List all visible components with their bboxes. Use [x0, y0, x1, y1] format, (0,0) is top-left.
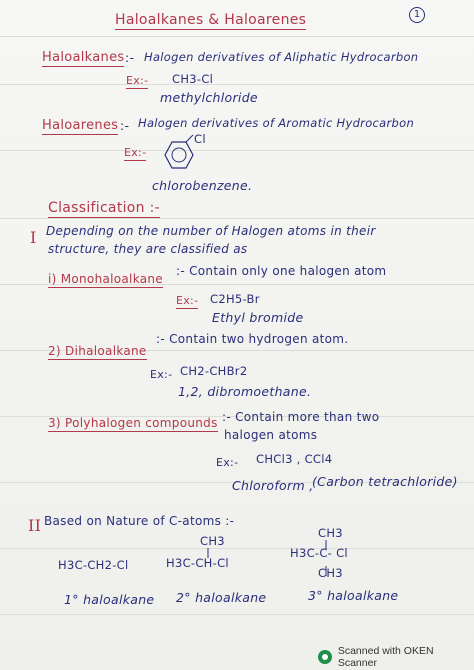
polyhalogen-desc2: halogen atoms — [224, 428, 318, 442]
dihaloalkane-formula: CH2-CHBr2 — [180, 364, 248, 378]
monohaloalkane-formula: C2H5-Br — [210, 292, 260, 306]
section-1-numeral: I — [30, 228, 37, 247]
haloalkanes-sep: :- — [125, 50, 135, 65]
dihaloalkane-ex-label: Ex:- — [150, 368, 173, 381]
polyhalogen-formula: CHCl3 , CCl4 — [256, 452, 333, 466]
primary-haloalkane-label: 1° haloalkane — [64, 592, 155, 607]
scanner-logo-icon — [318, 650, 332, 664]
haloarenes-definition: Halogen derivatives of Aromatic Hydrocarbon — [138, 116, 415, 130]
section-2-heading: Based on Nature of C-atoms :- — [44, 514, 235, 528]
tertiary-branch-top: CH3 — [318, 526, 343, 540]
tertiary-haloalkane-label: 3° haloalkane — [308, 588, 399, 603]
tertiary-branch-bottom: CH3 — [318, 566, 343, 580]
tertiary-structure-formula: H3C-C- Cl — [290, 546, 348, 560]
classification-heading: Classification :- — [48, 200, 160, 216]
secondary-branch-top: CH3 — [200, 534, 225, 548]
term-haloarenes: Haloarenes — [42, 118, 119, 133]
section-1-line2: structure, they are classified as — [48, 242, 248, 256]
polyhalogen-name-1: Chloroform , — [232, 478, 314, 493]
section-2-numeral: II — [28, 516, 42, 535]
chlorobenzene-substituent: Cl — [194, 132, 206, 146]
monohaloalkane-desc: :- Contain only one halogen atom — [176, 264, 387, 278]
haloalkanes-example-name: methylchloride — [160, 90, 258, 105]
haloarenes-ex-label: Ex:- — [124, 146, 147, 159]
polyhalogen-label: 3) Polyhalogen compounds — [48, 416, 218, 430]
polyhalogen-name-2: (Carbon tetrachloride) — [312, 474, 458, 489]
dihaloalkane-label: 2) Dihaloalkane — [48, 344, 147, 358]
haloalkanes-example-formula: CH3-Cl — [172, 72, 214, 86]
dihaloalkane-desc: :- Contain two hydrogen atom. — [156, 332, 349, 346]
scanner-watermark — [318, 645, 474, 669]
primary-structure-formula: H3C-CH2-Cl — [58, 558, 129, 572]
monohaloalkane-label: i) Monohaloalkane — [48, 272, 163, 286]
term-haloalkanes: Haloalkanes — [42, 50, 125, 65]
monohaloalkane-name: Ethyl bromide — [212, 310, 304, 325]
secondary-haloalkane-label: 2° haloalkane — [176, 590, 267, 605]
secondary-structure-formula: H3C-CH-Cl — [166, 556, 229, 570]
section-1-line1: Depending on the number of Halogen atoms in their — [46, 224, 376, 238]
haloalkanes-ex-label: Ex:- — [126, 74, 149, 87]
haloalkanes-definition: Halogen derivatives of Aliphatic Hydrocarbon — [144, 50, 419, 64]
benzene-ring-diagram — [160, 140, 200, 180]
page-title: Haloalkanes & Haloarenes — [115, 12, 307, 28]
page-number: 1 — [409, 7, 425, 23]
polyhalogen-ex-label: Ex:- — [216, 456, 239, 469]
monohaloalkane-ex-label: Ex:- — [176, 294, 199, 307]
haloarenes-example-name: chlorobenzene. — [152, 178, 253, 193]
haloarenes-sep: :- — [120, 118, 130, 133]
scanner-text: Scanned with OKEN Scanner — [337, 645, 434, 669]
polyhalogen-desc: :- Contain more than two — [222, 410, 380, 424]
dihaloalkane-name: 1,2, dibromoethane. — [178, 384, 312, 399]
